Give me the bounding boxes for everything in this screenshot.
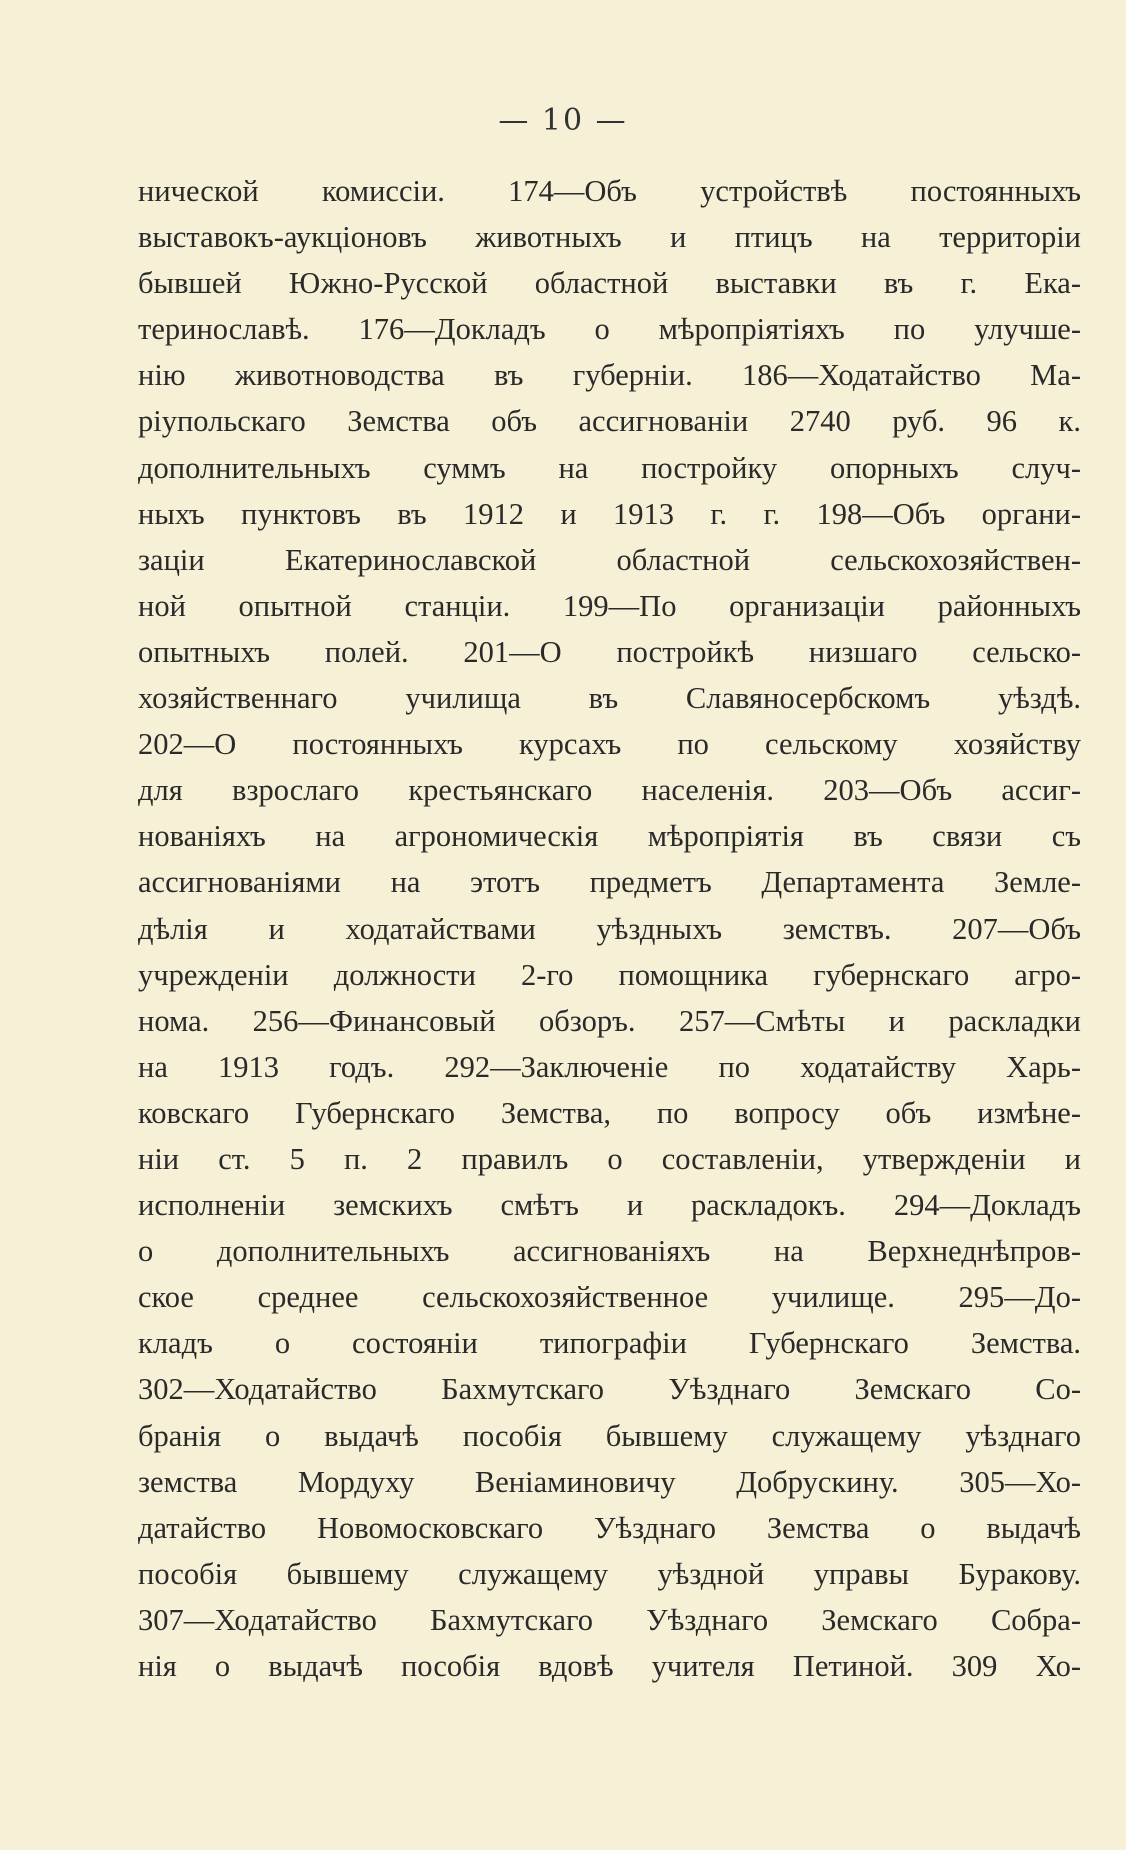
- text-line: учрежденіи должности 2-го помощника губернскаго агро-: [138, 957, 1081, 992]
- text-line: выставокъ-аукціоновъ животныхъ и птицъ на территоріи: [138, 220, 1081, 255]
- text-line: земства Мордуху Веніаминовичу Добрускину. 305—Хо-: [138, 1464, 1081, 1499]
- text-line: дополнительныхъ суммъ на постройку опорныхъ случ-: [138, 450, 1081, 485]
- text-line: нованіяхъ на агрономическія мѣропріятія въ связи съ: [138, 819, 1081, 854]
- text-line: опытныхъ полей. 201—О постройкѣ низшаго сельско-: [138, 634, 1081, 669]
- text-line: бранія о выдачѣ пособія бывшему служащему уѣзднаго: [138, 1418, 1081, 1453]
- text-line: 202—О постоянныхъ курсахъ по сельскому хозяйству: [138, 727, 1081, 762]
- text-line: датайство Новомосковскаго Уѣзднаго Земства о выдачѣ: [138, 1510, 1081, 1545]
- text-line: хозяйственнаго училища въ Славяносербскомъ уѣздѣ.: [138, 681, 1081, 716]
- page-number: — 10 —: [498, 103, 628, 138]
- text-line: нома. 256—Финансовый обзоръ. 257—Смѣты и раскладки: [138, 1003, 1081, 1038]
- text-line: 302—Ходатайство Бахмутскаго Уѣзднаго Земскаго Со-: [138, 1372, 1081, 1407]
- text-line: 307—Ходатайство Бахмутскаго Уѣзднаго Земскаго Собра-: [138, 1602, 1081, 1637]
- text-line: ріупольскаго Земства объ ассигнованіи 2740 руб. 96 к.: [138, 404, 1081, 439]
- text-line: заціи Екатеринославской областной сельскохозяйствен-: [138, 542, 1081, 577]
- text-line: пособія бывшему служащему уѣздной управы Буракову.: [138, 1556, 1081, 1591]
- body-text: [138, 168, 1081, 1689]
- text-line: ассигнованіями на этотъ предметъ Департамента Земле-: [138, 865, 1081, 900]
- text-line: о дополнительныхъ ассигнованіяхъ на Верхнеднѣпров-: [138, 1234, 1081, 1269]
- text-line: ское среднее сельскохозяйственное училище. 295—До-: [138, 1280, 1081, 1315]
- text-line: теринославѣ. 176—Докладъ о мѣропріятіяхъ по улучше-: [138, 312, 1081, 347]
- text-line: на 1913 годъ. 292—Заключеніе по ходатайству Харь-: [138, 1049, 1081, 1084]
- text-line: кладъ о состояніи типографіи Губернскаго Земства.: [138, 1326, 1081, 1361]
- text-line: ной опытной станціи. 199—По организаціи районныхъ: [138, 588, 1081, 623]
- text-line: ковскаго Губернскаго Земства, по вопросу объ измѣне-: [138, 1095, 1081, 1130]
- text-line: ныхъ пунктовъ въ 1912 и 1913 г. г. 198—Объ органи-: [138, 496, 1081, 531]
- text-line: нію животноводства въ губерніи. 186—Ходатайство Ма-: [138, 358, 1081, 393]
- text-line: ніи ст. 5 п. 2 правилъ о составленіи, утвержденіи и: [138, 1141, 1081, 1176]
- text-line: бывшей Южно-Русской областной выставки въ г. Ека-: [138, 266, 1081, 301]
- text-line: нія о выдачѣ пособія вдовѣ учителя Петиной. 309 Хо-: [138, 1649, 1081, 1683]
- text-line: исполненіи земскихъ смѣтъ и раскладокъ. 294—Докладъ: [138, 1188, 1081, 1223]
- text-line: нической комиссіи. 174—Объ устройствѣ постоянныхъ: [138, 174, 1081, 208]
- text-line: дѣлія и ходатайствами уѣздныхъ земствъ. 207—Объ: [138, 911, 1081, 946]
- text-line: для взрослаго крестьянскаго населенія. 203—Объ ассиг-: [138, 773, 1081, 808]
